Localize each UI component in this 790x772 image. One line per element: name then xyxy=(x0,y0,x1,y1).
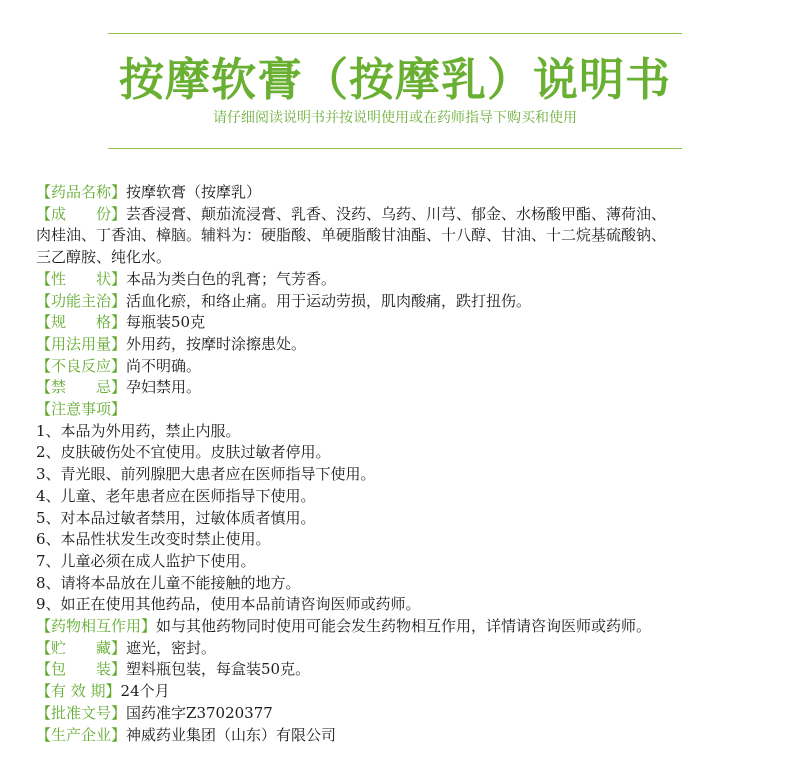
bottom-divider xyxy=(108,148,682,149)
precaution-item xyxy=(36,486,781,508)
field-contraindications xyxy=(36,377,781,399)
field-drug-name xyxy=(36,182,781,204)
precaution-item xyxy=(36,464,781,486)
field-label: 【药物相互作用】 xyxy=(36,617,157,636)
field-value: 每瓶装50克 xyxy=(126,313,206,332)
field-value: 芸香浸膏、颠茄流浸膏、乳香、没药、乌药、川芎、郁金、水杨酸甲酯、薄荷油、 xyxy=(126,204,667,223)
field-specification xyxy=(36,312,781,334)
field-appearance xyxy=(36,269,781,291)
precaution-item xyxy=(36,421,781,443)
page-title: 按摩软膏（按摩乳）说明书 xyxy=(118,53,671,106)
field-shelf-life xyxy=(36,681,781,703)
field-value: 活血化瘀，和络止痛。用于运动劳损，肌肉酸痛，跌打扭伤。 xyxy=(126,291,532,310)
field-adverse-reactions xyxy=(36,356,781,378)
precaution-item xyxy=(36,508,781,530)
field-value: 外用药，按摩时涂擦患处。 xyxy=(126,334,307,353)
field-usage xyxy=(36,334,781,356)
field-value: 9、如正在使用其他药品，使用本品前请咨询医师或药师。 xyxy=(36,595,421,614)
field-label: 【性 状】 xyxy=(36,269,127,288)
field-value: 3、青光眼、前列腺肥大患者应在医师指导下使用。 xyxy=(36,465,376,484)
field-label: 【功能主治】 xyxy=(36,291,127,310)
field-value: 本品为类白色的乳膏；气芳香。 xyxy=(126,269,337,288)
field-value: 孕妇禁用。 xyxy=(126,378,202,397)
field-ingredients xyxy=(36,204,781,226)
field-value: 1、本品为外用药，禁止内服。 xyxy=(36,421,241,440)
field-value: 6、本品性状发生改变时禁止使用。 xyxy=(36,530,271,549)
field-value: 如与其他药物同时使用可能会发生药物相互作用，详情请咨询医师或药师。 xyxy=(156,617,652,636)
field-packaging xyxy=(36,659,781,681)
field-label: 【用法用量】 xyxy=(36,334,127,353)
field-label: 【禁 忌】 xyxy=(36,378,127,397)
field-ingredients-cont xyxy=(36,247,781,269)
field-indications xyxy=(36,291,781,313)
page-subtitle: 请仔细阅读说明书并按说明使用或在药师指导下购买和使用 xyxy=(213,110,577,126)
precaution-item xyxy=(36,551,781,573)
field-label: 【药品名称】 xyxy=(36,183,127,201)
precaution-item xyxy=(36,594,781,616)
field-precautions xyxy=(36,399,781,421)
field-approval-number xyxy=(36,703,781,725)
field-value: 尚不明确。 xyxy=(126,356,202,375)
field-value: 2、皮肤破伤处不宜使用。皮肤过敏者停用。 xyxy=(36,443,331,462)
precaution-item xyxy=(36,529,781,551)
field-label: 【生产企业】 xyxy=(36,725,127,744)
field-value: 按摩软膏（按摩乳） xyxy=(126,183,262,201)
field-label: 【有 效 期】 xyxy=(36,682,121,701)
field-label: 【包 装】 xyxy=(36,660,127,679)
field-label: 【规 格】 xyxy=(36,313,127,332)
field-value: 4、儿童、老年患者应在医师指导下使用。 xyxy=(36,486,316,505)
field-value: 塑料瓶包装，每盒装50克。 xyxy=(126,660,311,679)
field-value: 8、请将本品放在儿童不能接触的地方。 xyxy=(36,573,301,592)
instruction-body xyxy=(36,182,781,746)
field-label: 【成 份】 xyxy=(36,204,127,223)
field-value: 5、对本品过敏者禁用，过敏体质者慎用。 xyxy=(36,508,316,527)
field-value: 24个月 xyxy=(120,682,170,701)
field-value: 遮光，密封。 xyxy=(126,638,217,657)
field-label: 【批准文号】 xyxy=(36,703,127,722)
field-label: 【注意事项】 xyxy=(36,400,127,419)
field-value: 肉桂油、丁香油、樟脑。辅料为：硬脂酸、单硬脂酸甘油酯、十八醇、甘油、十二烷基硫酸钠、 xyxy=(36,226,667,245)
field-drug-interactions xyxy=(36,616,781,638)
field-value: 三乙醇胺、纯化水。 xyxy=(36,248,172,267)
field-value: 7、儿童必须在成人监护下使用。 xyxy=(36,551,256,570)
field-label: 【贮 藏】 xyxy=(36,638,127,657)
field-manufacturer xyxy=(36,725,781,747)
field-value: 神威药业集团（山东）有限公司 xyxy=(126,725,337,744)
field-label: 【不良反应】 xyxy=(36,356,127,375)
field-storage xyxy=(36,638,781,660)
top-divider xyxy=(108,33,682,34)
field-ingredients-cont xyxy=(36,225,781,247)
field-value: 国药准字Z37020377 xyxy=(126,703,273,722)
precaution-item xyxy=(36,442,781,464)
precaution-item xyxy=(36,573,781,595)
